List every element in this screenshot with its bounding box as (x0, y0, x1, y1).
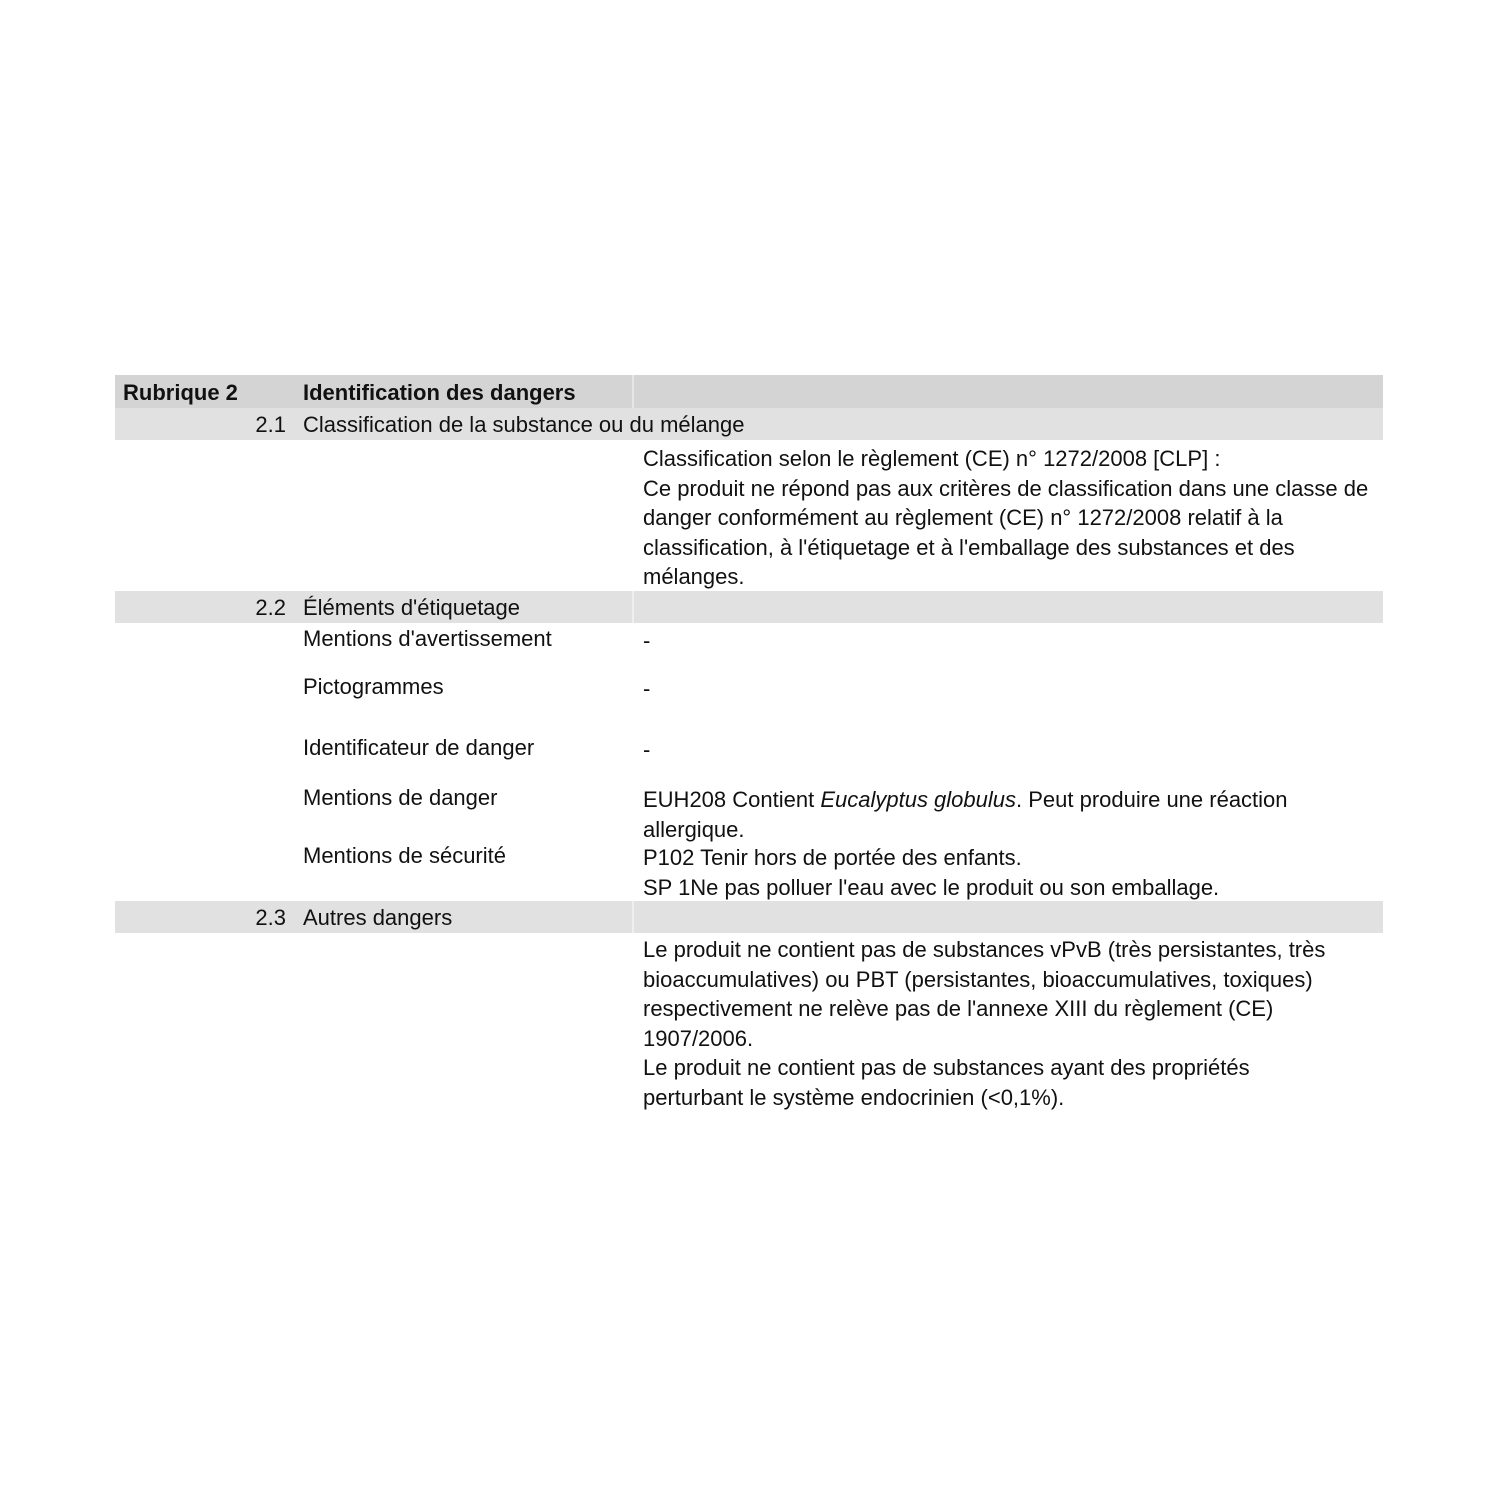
subsection-header-2-1 (115, 408, 1383, 440)
precautionary-line: P102 Tenir hors de portée des enfants. (643, 845, 1022, 870)
header-divider (632, 591, 634, 623)
header-divider (632, 375, 634, 408)
other-hazards-line: Le produit ne contient pas de substances vPvB (très persistantes, très bioaccumulatives) ou PBT (persistantes, bioaccumulatives, toxiques) respectivement ne relève pas de l'annexe XIII du règlement (CE) 1907/2006. (643, 937, 1326, 1051)
hazard-statement-text (643, 785, 1323, 844)
hazard-identifier-row (115, 732, 1383, 782)
subsection-title: Éléments d'étiquetage (303, 595, 521, 620)
subsection-number: 2.2 (255, 595, 286, 620)
pictograms-row (115, 671, 1383, 732)
classification-text (643, 444, 1373, 592)
row-label: Identificateur de danger (303, 735, 535, 760)
header-divider (632, 901, 634, 933)
precautionary-statement-text (643, 843, 1383, 902)
precautionary-statements-row (115, 842, 1383, 901)
row-value: - (643, 737, 651, 762)
safety-data-sheet-section (115, 375, 1383, 1112)
subsection-number: 2.1 (255, 412, 286, 437)
section-number: Rubrique 2 (123, 380, 238, 405)
classification-line: Ce produit ne répond pas aux critères de classification dans une classe de danger conformément au règlement (CE) n° 1272/2008 relatif à la classification, à l'étiquetage et à l'emballage des substances et des mélanges. (643, 475, 1369, 589)
subsection-number: 2.3 (255, 905, 286, 930)
classification-line: Classification selon le règlement (CE) n° 1272/2008 [CLP] : (643, 446, 1221, 471)
classification-block (115, 440, 1383, 591)
signal-words-row (115, 623, 1383, 671)
section-header (115, 375, 1383, 408)
row-value: - (643, 676, 651, 701)
other-hazards-block (115, 933, 1383, 1112)
other-hazards-line: Le produit ne contient pas de substances ayant des propriétés perturbant le système endocrinien (<0,1%). (643, 1055, 1250, 1110)
hazard-statement-suffix: . Peut produire une réaction allergique. (643, 787, 1288, 842)
other-hazards-text (643, 935, 1353, 1112)
precautionary-line: SP 1Ne pas polluer l'eau avec le produit ou son emballage. (643, 874, 1220, 900)
subsection-header-2-3 (115, 901, 1383, 933)
hazard-statement-prefix: EUH208 Contient (643, 787, 821, 812)
row-label: Mentions de danger (303, 785, 498, 810)
subsection-header-2-2 (115, 591, 1383, 623)
row-label: Mentions d'avertissement (303, 626, 552, 651)
hazard-statement-species: Eucalyptus globulus (820, 787, 1017, 812)
subsection-title: Autres dangers (303, 905, 453, 930)
hazard-statements-row (115, 782, 1383, 842)
row-value: - (643, 628, 651, 653)
section-title: Identification des dangers (303, 380, 576, 405)
row-label: Mentions de sécurité (303, 843, 506, 868)
row-label: Pictogrammes (303, 674, 444, 699)
subsection-title: Classification de la substance ou du mélange (303, 412, 745, 437)
